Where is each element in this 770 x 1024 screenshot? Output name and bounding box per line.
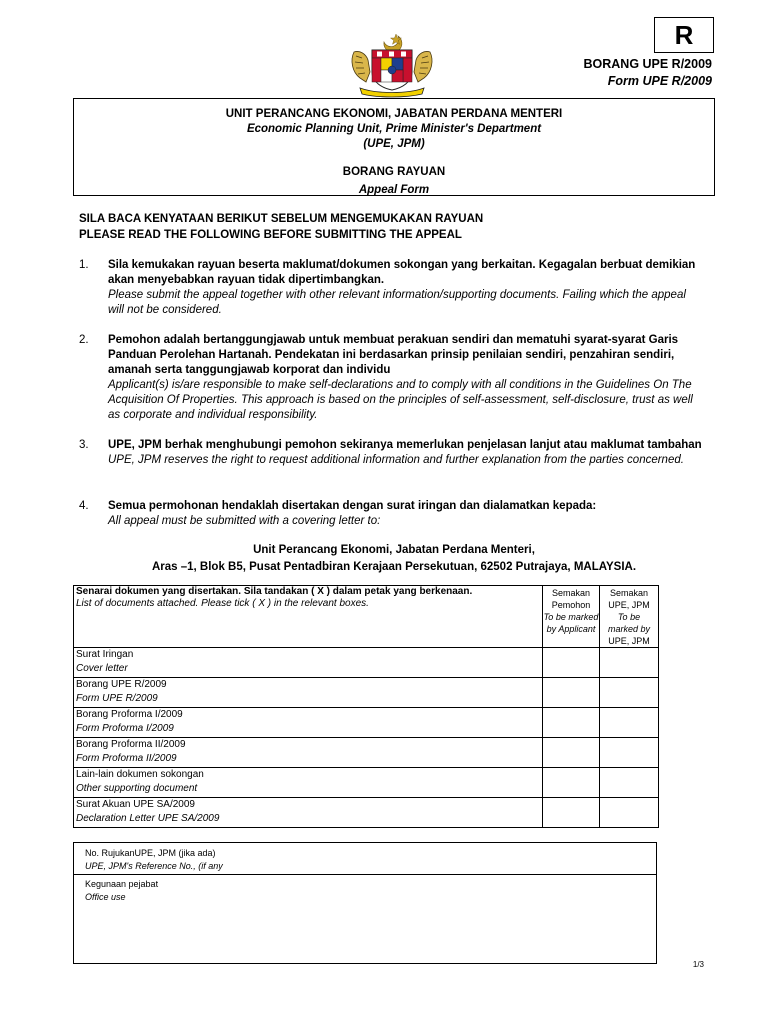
office-use-label-ms: Kegunaan pejabat: [85, 879, 159, 889]
documents-checklist-table: [73, 585, 659, 828]
col-label: Semakan: [551, 588, 591, 598]
col-label: marked by: [607, 624, 651, 634]
doc-name-ms: Lain-lain dokumen sokongan: [76, 769, 204, 780]
table-row: [74, 768, 659, 798]
doc-name-ms: Borang UPE R/2009: [76, 679, 167, 690]
item-text-ms: Pemohon adalah bertanggungjawab untuk membuat perakuan sendiri dan mematuhi syarat-syarat Garis Panduan Perolehan Hartanah. Pendekatan ini berdasarkan prinsip penilaian sendiri, penzahiran sendiri, amanah serta tanggungjawab korporat dan individu: [108, 334, 679, 376]
applicant-checkbox[interactable]: [543, 678, 600, 708]
item-number: 3.: [79, 439, 89, 451]
col-label: Semakan: [609, 588, 649, 598]
coat-of-arms-icon: [346, 32, 438, 98]
col-label: by Applicant: [546, 624, 596, 634]
org-name-ms: UNIT PERANCANG EKONOMI, JABATAN PERDANA MENTERI: [225, 108, 563, 120]
reference-label-en: UPE, JPM's Reference No., (if any: [85, 861, 223, 871]
col-label: UPE, JPM: [608, 600, 650, 610]
item-text-ms: Semua permohonan hendaklah disertakan dengan surat iringan dan dialamatkan kepada:: [108, 500, 597, 512]
doc-name-en: Form UPE R/2009: [76, 693, 158, 704]
col-label: To be marked: [543, 612, 599, 622]
header-box: [73, 98, 715, 196]
applicant-checkbox[interactable]: [543, 798, 600, 828]
item-number: 4.: [79, 500, 89, 512]
table-row: [74, 738, 659, 768]
table-row: [74, 648, 659, 678]
item-text-en: Applicant(s) is/are responsible to make self-declarations and to comply with all conditions in the Guidelines On The Acquisition Of Properties. This approach is based on the principles of self-assessment, self-disclosure, trust as well as corporate and individual responsibility.: [108, 379, 693, 421]
item-number: 1.: [79, 259, 89, 271]
page-number: 1/3: [692, 960, 704, 969]
col-label: Pemohon: [551, 600, 591, 610]
upe-checkbox[interactable]: [600, 648, 659, 678]
form-code: [583, 56, 712, 90]
form-code-en: Form UPE R/2009: [607, 74, 712, 88]
office-use-box: [73, 842, 657, 964]
table-header-cell: [74, 586, 543, 648]
applicant-checkbox[interactable]: [543, 738, 600, 768]
form-code-ms: BORANG UPE R/2009: [583, 57, 712, 71]
form-title-ms: BORANG RAYUAN: [342, 166, 446, 178]
upe-checkbox[interactable]: [600, 768, 659, 798]
upe-checkbox[interactable]: [600, 678, 659, 708]
doc-name-en: Cover letter: [76, 663, 128, 674]
upe-checkbox[interactable]: [600, 708, 659, 738]
notice-en: PLEASE READ THE FOLLOWING BEFORE SUBMITTING THE APPEAL: [79, 229, 462, 241]
table-row: [74, 678, 659, 708]
upe-checkbox[interactable]: [600, 798, 659, 828]
reference-label-ms: No. RujukanUPE, JPM (jika ada): [85, 848, 216, 858]
applicant-checkbox[interactable]: [543, 768, 600, 798]
table-row: [74, 708, 659, 738]
form-letter-box: R: [654, 17, 714, 53]
item-text-ms: UPE, JPM berhak menghubungi pemohon sekiranya memerlukan penjelasan lanjut atau maklumat tambahan: [108, 439, 702, 451]
col-label: UPE, JPM: [608, 636, 650, 646]
item-text-en: UPE, JPM reserves the right to request additional information and further explanation from the parties concerned.: [108, 454, 684, 466]
table-header-ms: Senarai dokumen yang disertakan. Sila tandakan ( X ) dalam petak yang berkenaan.: [76, 586, 473, 597]
office-use-label-en: Office use: [85, 892, 126, 902]
form-title-en: Appeal Form: [358, 184, 430, 196]
col-label: To be: [617, 612, 641, 622]
submission-address: [73, 542, 715, 576]
doc-name-en: Form Proforma II/2009: [76, 753, 177, 764]
doc-name-en: Declaration Letter UPE SA/2009: [76, 813, 220, 824]
item-number: 2.: [79, 334, 89, 346]
item-text-ms: Sila kemukakan rayuan beserta maklumat/dokumen sokongan yang berkaitan. Kegagalan berbuat demikian akan menyebabkan rayuan tidak dipertimbangkan.: [108, 259, 696, 286]
doc-name-ms: Borang Proforma II/2009: [76, 739, 186, 750]
applicant-checkbox[interactable]: [543, 708, 600, 738]
address-line-2: Aras –1, Blok B5, Pusat Pentadbiran Kerajaan Persekutuan, 62502 Putrajaya, MALAYSIA.: [151, 561, 637, 573]
doc-name-ms: Surat Akuan UPE SA/2009: [76, 799, 195, 810]
address-line-1: Unit Perancang Ekonomi, Jabatan Perdana Menteri,: [253, 544, 535, 556]
applicant-check-header: [543, 586, 600, 648]
org-abbr: (UPE, JPM): [363, 138, 425, 150]
table-row: [74, 798, 659, 828]
notice-ms: SILA BACA KENYATAAN BERIKUT SEBELUM MENGEMUKAKAN RAYUAN: [79, 213, 484, 225]
divider: [74, 874, 656, 875]
doc-name-en: Form Proforma I/2009: [76, 723, 174, 734]
upe-checkbox[interactable]: [600, 738, 659, 768]
item-text-en: Please submit the appeal together with other relevant information/supporting documents. Failing which the appeal will not be considered.: [108, 289, 686, 316]
doc-name-ms: Borang Proforma I/2009: [76, 709, 183, 720]
applicant-checkbox[interactable]: [543, 648, 600, 678]
notice: [79, 211, 483, 243]
org-name-en: Economic Planning Unit, Prime Minister's Department: [246, 123, 542, 135]
item-text-en: All appeal must be submitted with a covering letter to:: [108, 515, 381, 527]
upe-check-header: [600, 586, 659, 648]
doc-name-ms: Surat Iringan: [76, 649, 134, 660]
doc-name-en: Other supporting document: [76, 783, 198, 794]
table-header-en: List of documents attached. Please tick ( X ) in the relevant boxes.: [76, 598, 369, 609]
